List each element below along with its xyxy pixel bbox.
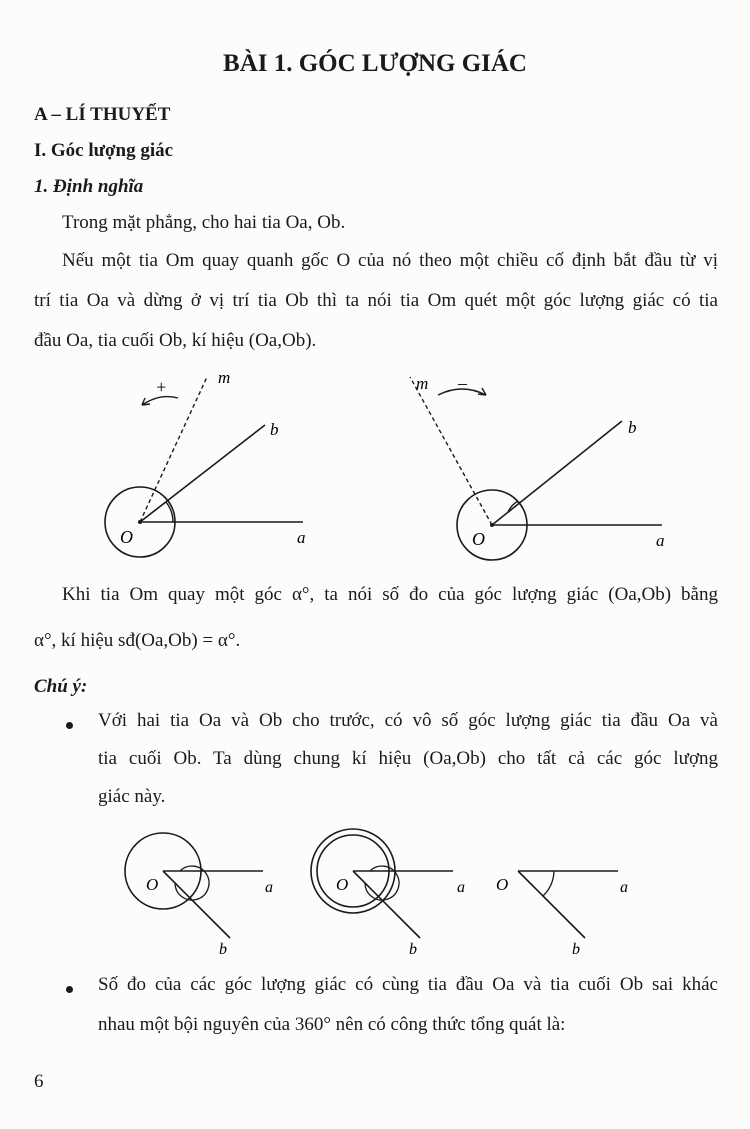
figure-angle-small	[490, 826, 650, 966]
angle-arc	[166, 502, 173, 522]
page-title: BÀI 1. GÓC LƯỢNG GIÁC	[223, 50, 527, 77]
paragraph-definition-line2: trí tia Oa và dừng ở vị trí tia Ob thì ta nói tia Om quét một góc lượng giác có tia	[34, 290, 718, 311]
label-m: m	[218, 368, 231, 387]
section-heading-angle: I. Góc lượng giác	[34, 140, 174, 161]
origin-point	[138, 520, 142, 524]
bullet-dot	[66, 722, 73, 729]
label-O: O	[336, 875, 349, 894]
bullet-2-line2: nhau một bội nguyên của 360° nên có công thức tổng quát là:	[98, 1014, 566, 1035]
figure-negative-rotation	[400, 365, 680, 555]
ray-b	[140, 425, 265, 522]
figure-angle-two-turns	[305, 826, 485, 966]
label-plus: +	[155, 377, 168, 397]
figure-positive-rotation	[100, 365, 320, 555]
bullet-1-line2: tia cuối Ob. Ta dùng chung kí hiệu (Oa,Ob) cho tất cả các góc lượng	[98, 748, 718, 769]
label-a: a	[656, 531, 665, 550]
bullet-dot	[66, 986, 73, 993]
ray-m	[140, 377, 207, 522]
label-m: m	[416, 374, 429, 393]
label-b: b	[409, 941, 417, 958]
ray-b	[492, 421, 622, 525]
subsection-definition: 1. Định nghĩa	[34, 176, 144, 197]
paragraph-measure-line2: α°, kí hiệu sđ(Oa,Ob) = α°.	[34, 630, 241, 651]
label-minus: –	[458, 373, 467, 393]
label-a: a	[297, 528, 306, 547]
angle-arc	[508, 501, 518, 512]
figure-angle-one-turn	[120, 826, 290, 966]
origin-point	[490, 523, 494, 527]
ray-m	[410, 377, 492, 525]
angle-arc	[543, 871, 554, 896]
label-O: O	[120, 527, 133, 547]
page-number: 6	[34, 1071, 44, 1092]
section-heading-theory: A – LÍ THUYẾT	[34, 104, 171, 125]
label-O: O	[146, 875, 159, 894]
label-O: O	[472, 529, 485, 549]
ray-b	[518, 871, 585, 938]
paragraph-definition-line3: đầu Oa, tia cuối Ob, kí hiệu (Oa,Ob).	[34, 330, 317, 351]
label-b: b	[628, 418, 637, 437]
label-b: b	[219, 941, 227, 958]
label-a: a	[620, 879, 628, 896]
ray-b	[163, 871, 230, 938]
bullet-1-line3: giác này.	[98, 786, 166, 807]
label-a: a	[457, 879, 465, 896]
bullet-2-line1: Số đo của các góc lượng giác có cùng tia đầu Oa và tia cuối Ob sai khác	[98, 974, 718, 995]
ray-b	[353, 871, 420, 938]
note-label: Chú ý:	[34, 676, 88, 697]
label-b: b	[572, 941, 580, 958]
paragraph-intro: Trong mặt phẳng, cho hai tia Oa, Ob.	[62, 212, 346, 233]
paragraph-definition-line1: Nếu một tia Om quay quanh gốc O của nó theo một chiều cố định bắt đầu từ vị	[62, 250, 718, 271]
bullet-1-line1: Với hai tia Oa và Ob cho trước, có vô số góc lượng giác tia đầu Oa và	[98, 710, 718, 731]
label-b: b	[270, 420, 279, 439]
paragraph-measure-line1: Khi tia Om quay một góc α°, ta nói số đo của góc lượng giác (Oa,Ob) bằng	[62, 584, 718, 605]
label-a: a	[265, 879, 273, 896]
label-O: O	[496, 875, 509, 894]
